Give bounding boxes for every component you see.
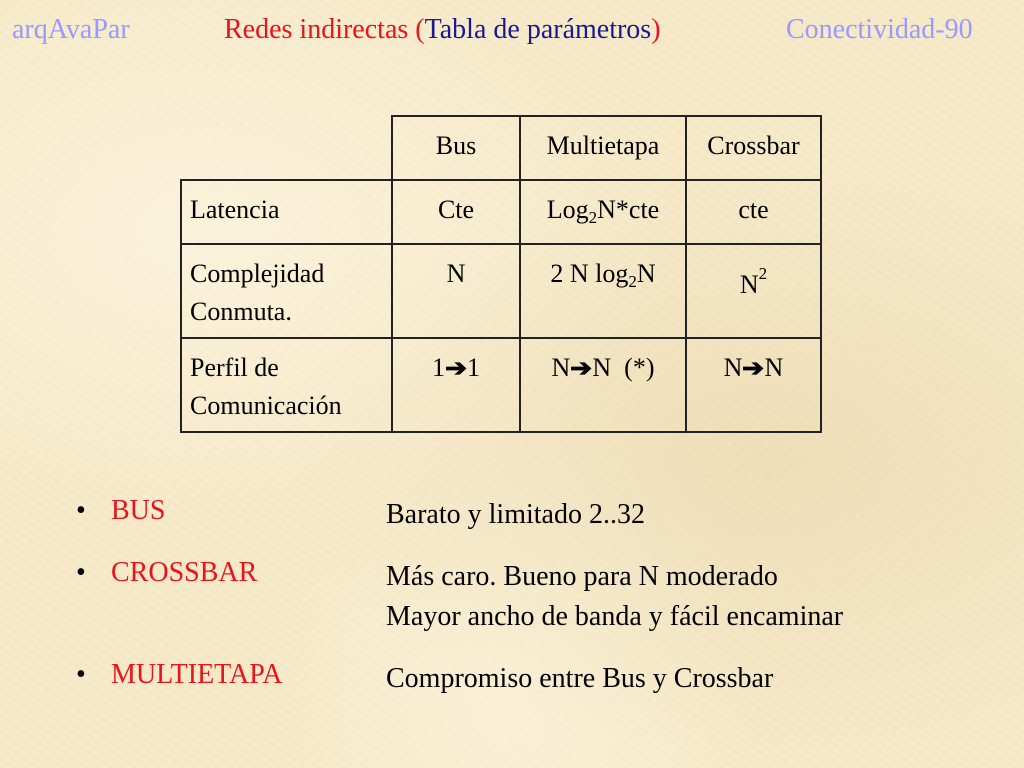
note-term: CROSSBAR: [111, 557, 258, 588]
title-paren-open: (: [415, 14, 425, 45]
note-description: [386, 557, 843, 637]
right-arrow-icon: ➔: [570, 356, 593, 382]
table-corner-cell: [181, 116, 392, 180]
cell-latencia-bus: Cte: [392, 180, 520, 244]
from-value: N: [551, 353, 571, 382]
table-row-perfil: [181, 338, 821, 432]
row-label-latencia: Latencia: [181, 180, 392, 244]
bullet-icon: •: [76, 659, 86, 690]
course-code: arqAvaPar: [12, 14, 130, 45]
table-row-latencia: [181, 180, 821, 244]
from-value: N: [723, 353, 743, 382]
right-arrow-icon: ➔: [444, 356, 468, 382]
section-label: Conectividad-90: [786, 14, 973, 45]
row-label-line2: Comunicación: [190, 391, 342, 420]
cell-complejidad-bus: N: [392, 244, 520, 338]
row-label-perfil: [181, 338, 392, 432]
cell-perfil-multietapa: [520, 338, 686, 432]
note-line: Mayor ancho de banda y fácil encaminar: [386, 601, 844, 632]
cell-perfil-crossbar: [686, 338, 821, 432]
col-header-multietapa: Multietapa: [520, 116, 686, 180]
cell-complejidad-multietapa: [520, 244, 686, 338]
row-label-line1: Complejidad: [190, 259, 325, 288]
log-base-subscript: 2: [588, 208, 598, 227]
slide-header: [0, 14, 1024, 54]
col-header-bus: Bus: [392, 116, 520, 180]
parameters-table: [180, 115, 822, 433]
row-label-line2: Conmuta.: [190, 297, 292, 326]
col-header-crossbar: Crossbar: [686, 116, 821, 180]
nlog-subscript: 2: [628, 272, 637, 291]
note-description: Compromiso entre Bus y Crossbar: [386, 663, 774, 694]
to-value: N (*): [592, 353, 655, 382]
to-value: N: [764, 353, 784, 382]
right-arrow-icon: ➔: [742, 356, 765, 382]
nlog-prefix: 2 N log: [550, 259, 629, 288]
note-description: Barato y limitado 2..32: [386, 499, 645, 530]
title-paren-text: Tabla de parámetros: [424, 14, 652, 45]
cell-perfil-bus: [392, 338, 520, 432]
n-base: N: [739, 270, 759, 299]
log-prefix: Log: [546, 195, 589, 224]
cell-latencia-crossbar: cte: [686, 180, 821, 244]
table-header-row: [181, 116, 821, 180]
row-label-line1: Perfil de: [190, 353, 279, 382]
slide-title: [224, 14, 661, 46]
bullet-icon: •: [76, 557, 86, 588]
table-row-complejidad: [181, 244, 821, 338]
n-exponent: 2: [758, 264, 768, 283]
from-value: 1: [431, 353, 445, 382]
cell-complejidad-crossbar: [686, 244, 821, 338]
cell-latencia-multietapa: [520, 180, 686, 244]
bullet-icon: •: [76, 495, 86, 526]
nlog-suffix: N: [636, 259, 656, 288]
title-paren-close: ): [651, 14, 661, 45]
log-suffix: N*cte: [597, 195, 660, 224]
note-line: Más caro. Bueno para N moderado: [386, 561, 778, 592]
title-main: Redes indirectas: [224, 14, 409, 45]
note-term: MULTIETAPA: [111, 659, 283, 690]
note-term: BUS: [111, 495, 166, 526]
to-value: 1: [467, 353, 481, 382]
row-label-complejidad: [181, 244, 392, 338]
